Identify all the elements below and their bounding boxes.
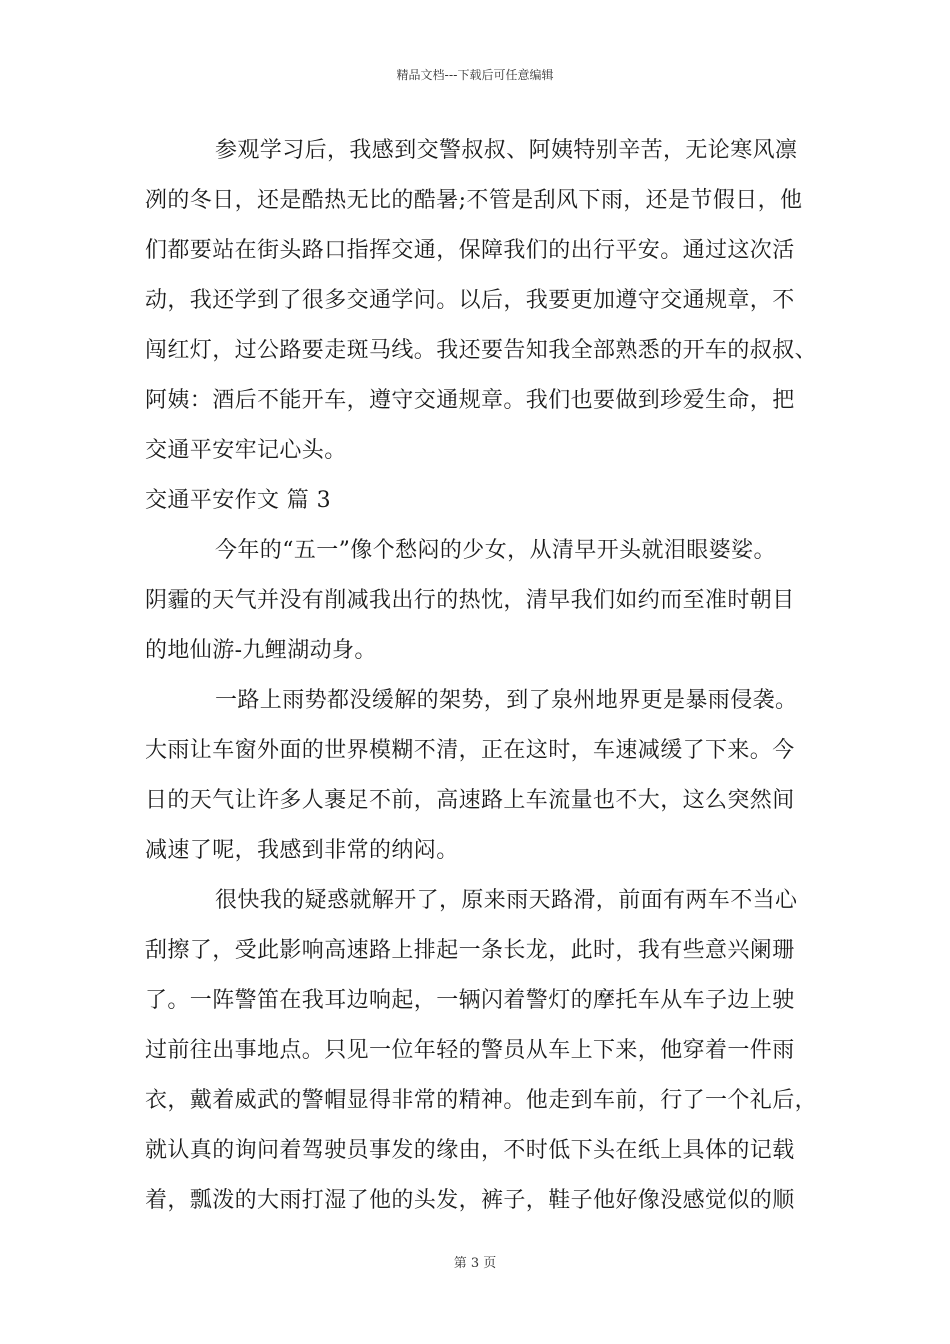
text-line: 交通平安牢记心头。 (145, 438, 347, 463)
text-line: 动，我还学到了很多交通学问。以后，我要更加遵守交通规章，不 (145, 288, 795, 313)
text-line: 了。一阵警笛在我耳边响起，一辆闪着警灯的摩托车从车子边上驶 (145, 988, 795, 1013)
text-line: 刮擦了，受此影响高速路上排起一条长龙，此时，我有些意兴阑珊 (145, 938, 795, 963)
text-line: 衣，戴着威武的警帽显得非常的精神。他走到车前，行了一个礼后， (145, 1088, 818, 1113)
text-line: 一路上雨势都没缓解的架势，到了泉州地界更是暴雨侵袭。 (215, 688, 798, 713)
text-line: 日的天气让许多人裹足不前，高速路上车流量也不大，这么突然间 (145, 788, 795, 813)
text-line: 的地仙游-九鲤湖动身。 (145, 638, 377, 663)
text-line: 们都要站在街头路口指挥交通，保障我们的出行平安。通过这次活 (145, 238, 795, 263)
text-line: 减速了呢，我感到非常的纳闷。 (145, 838, 459, 863)
text-line: 就认真的询问着驾驶员事发的缘由，不时低下头在纸上具体的记载 (145, 1138, 795, 1163)
page-number: 第 3 页 (453, 1256, 497, 1271)
section-heading: 交通平安作文 篇 3 (145, 488, 331, 513)
text-line: 大雨让车窗外面的世界模糊不清，正在这时，车速减缓了下来。今 (145, 738, 795, 763)
page-header: 精品文档---下载后可任意编辑 (396, 68, 554, 82)
text-line: 着，瓢泼的大雨打湿了他的头发，裤子，鞋子他好像没感觉似的顺 (145, 1188, 795, 1213)
text-line: 参观学习后，我感到交警叔叔、阿姨特别辛苦，无论寒风凛 (215, 138, 798, 163)
text-line: 阿姨：酒后不能开车，遵守交通规章。我们也要做到珍爱生命，把 (145, 388, 795, 413)
text-line: 冽的冬日，还是酷热无比的酷暑;不管是刮风下雨，还是节假日，他 (145, 188, 803, 213)
text-line: 阴霾的天气并没有削减我出行的热忱，清早我们如约而至准时朝目 (145, 588, 795, 613)
text-line: 今年的“五一”像个愁闷的少女，从清早开头就泪眼婆娑。 (215, 538, 776, 563)
text-line: 很快我的疑惑就解开了，原来雨天路滑，前面有两车不当心 (215, 888, 798, 913)
text-line: 过前往出事地点。只见一位年轻的警员从车上下来，他穿着一件雨 (145, 1038, 795, 1063)
text-line: 闯红灯，过公路要走斑马线。我还要告知我全部熟悉的开车的叔叔、 (145, 338, 818, 363)
